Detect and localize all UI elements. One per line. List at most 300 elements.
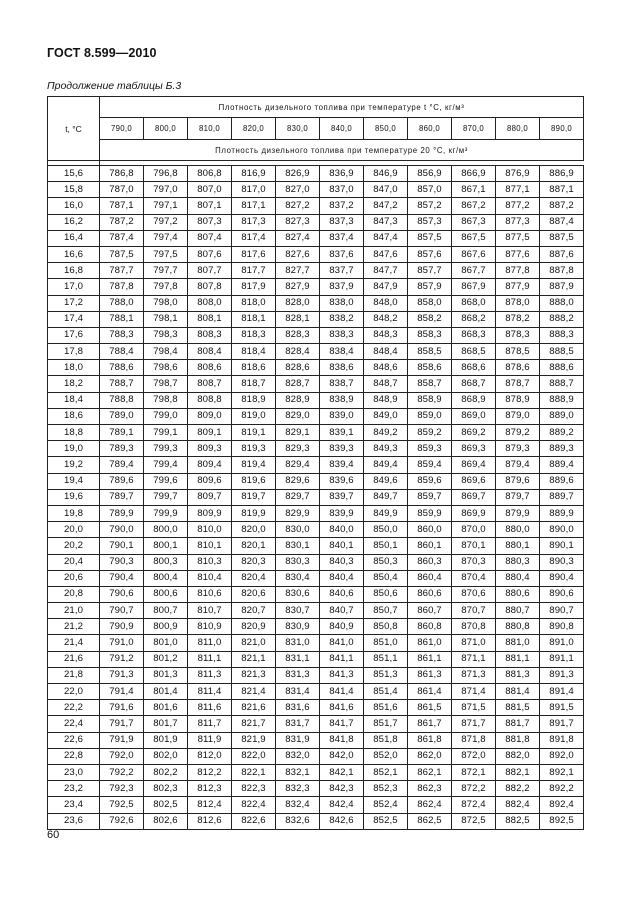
density-cell: 789,7 [100,489,144,505]
table-row [48,408,584,424]
density-cell: 817,6 [232,246,276,262]
density-cell: 881,3 [496,667,540,683]
density-cell: 857,6 [408,246,452,262]
table-row [48,522,584,538]
density-cell: 851,6 [364,700,408,716]
density-cell: 827,7 [276,263,320,279]
density-cell: 802,5 [144,797,188,813]
density-cell: 820,7 [232,603,276,619]
density-cell: 807,7 [188,263,232,279]
density-cell: 891,5 [540,700,584,716]
density-cell: 821,6 [232,700,276,716]
density-cell: 861,1 [408,651,452,667]
temperature-cell: 18,4 [48,392,100,408]
density-cell: 789,1 [100,425,144,441]
density-cell: 809,6 [188,473,232,489]
density-cell: 829,1 [276,425,320,441]
density-cell: 841,4 [320,684,364,700]
density-cell: 857,2 [408,198,452,214]
density-cell: 807,1 [188,198,232,214]
density-cell: 839,0 [320,408,364,424]
density-cell: 860,1 [408,538,452,554]
density-cell: 840,6 [320,586,364,602]
density-cell: 792,5 [100,797,144,813]
density-cell: 869,9 [452,505,496,521]
density-cell: 798,4 [144,344,188,360]
density-cell: 839,3 [320,441,364,457]
density-cell: 800,1 [144,538,188,554]
density-cell: 829,3 [276,441,320,457]
table-row [48,489,584,505]
table-row [48,684,584,700]
density-cell: 787,0 [100,182,144,198]
density-cell: 889,9 [540,505,584,521]
density-cell: 839,6 [320,473,364,489]
density-cell: 827,4 [276,230,320,246]
temperature-cell: 20,2 [48,538,100,554]
density-cell: 851,4 [364,684,408,700]
density-cell: 868,2 [452,311,496,327]
density-cell: 837,6 [320,246,364,262]
density-cell: 819,7 [232,489,276,505]
density-cell: 857,9 [408,279,452,295]
table-row [48,230,584,246]
density-cell: 809,4 [188,457,232,473]
density-cell: 890,8 [540,619,584,635]
temperature-cell: 19,0 [48,441,100,457]
density-cell: 890,1 [540,538,584,554]
density-cell: 858,9 [408,392,452,408]
density-cell: 847,6 [364,246,408,262]
table-row [48,441,584,457]
density-cell: 810,1 [188,538,232,554]
density-cell: 842,4 [320,797,364,813]
density-cell: 791,0 [100,635,144,651]
temperature-cell: 20,0 [48,522,100,538]
density-cell: 808,3 [188,327,232,343]
density-cell: 828,6 [276,360,320,376]
density-cell: 798,3 [144,327,188,343]
density-cell: 820,1 [232,538,276,554]
density-cell: 867,1 [452,182,496,198]
density-cell: 809,7 [188,489,232,505]
density-cell: 891,4 [540,684,584,700]
temperature-cell: 21,6 [48,651,100,667]
density-cell: 852,1 [364,764,408,780]
density-cell: 788,7 [100,376,144,392]
density-cell: 788,0 [100,295,144,311]
density-cell: 849,9 [364,505,408,521]
density-cell: 798,1 [144,311,188,327]
density-cell: 889,7 [540,489,584,505]
density-cell: 830,7 [276,603,320,619]
density-cell: 828,0 [276,295,320,311]
density-cell: 850,6 [364,586,408,602]
density-cell: 791,6 [100,700,144,716]
density-cell: 858,2 [408,311,452,327]
density-cell: 850,7 [364,603,408,619]
density-cell: 889,2 [540,425,584,441]
density-cell: 819,1 [232,425,276,441]
density-cell: 819,3 [232,441,276,457]
density-cell: 807,4 [188,230,232,246]
density-cell: 877,8 [496,263,540,279]
density-cell: 840,7 [320,603,364,619]
density-cell: 888,0 [540,295,584,311]
density-cell: 810,9 [188,619,232,635]
density-cell: 861,8 [408,732,452,748]
density-cell: 791,2 [100,651,144,667]
density-cell: 787,7 [100,263,144,279]
density-cell: 810,3 [188,554,232,570]
density-cell: 849,0 [364,408,408,424]
density-cell: 849,2 [364,425,408,441]
density-cell: 817,0 [232,182,276,198]
temperature-cell: 19,4 [48,473,100,489]
density-cell: 790,6 [100,586,144,602]
density-cell: 881,4 [496,684,540,700]
density-at-t-header: Плотность дизельного топлива при температуре t °C, кг/м³ [100,97,584,118]
density-cell: 797,4 [144,230,188,246]
density-cell: 852,3 [364,781,408,797]
density-cell: 880,4 [496,570,540,586]
table-row [48,538,584,554]
density-cell: 836,9 [320,166,364,182]
density-cell: 806,8 [188,166,232,182]
density-cell: 839,7 [320,489,364,505]
density-cell: 891,7 [540,716,584,732]
density-cell: 882,0 [496,748,540,764]
density-cell: 867,3 [452,214,496,230]
density-cell: 818,1 [232,311,276,327]
density-cell: 790,1 [100,538,144,554]
density-cell: 810,6 [188,586,232,602]
density-cell: 871,1 [452,651,496,667]
density-cell: 819,6 [232,473,276,489]
density-cell: 877,1 [496,182,540,198]
density-cell: 799,7 [144,489,188,505]
density-cell: 827,0 [276,182,320,198]
density-cell: 828,1 [276,311,320,327]
density-cell: 829,4 [276,457,320,473]
density-cell: 788,3 [100,327,144,343]
density-cell: 851,8 [364,732,408,748]
density-cell: 847,3 [364,214,408,230]
temperature-cell: 16,2 [48,214,100,230]
density-table [47,96,584,830]
density-cell: 789,0 [100,408,144,424]
density-cell: 849,6 [364,473,408,489]
density-cell: 831,7 [276,716,320,732]
temperature-column-header: t, °C [48,97,100,161]
density-cell: 821,1 [232,651,276,667]
density-cell: 791,4 [100,684,144,700]
density-cell: 888,7 [540,376,584,392]
column-header-cell: 820,0 [232,118,276,140]
table-row [48,182,584,198]
density-cell: 850,0 [364,522,408,538]
density-cell: 881,1 [496,651,540,667]
density-cell: 841,7 [320,716,364,732]
density-cell: 879,0 [496,408,540,424]
density-cell: 799,3 [144,441,188,457]
density-cell: 869,7 [452,489,496,505]
density-cell: 828,9 [276,392,320,408]
density-cell: 797,1 [144,198,188,214]
density-cell: 869,0 [452,408,496,424]
density-cell: 786,8 [100,166,144,182]
temperature-cell: 17,8 [48,344,100,360]
density-cell: 880,3 [496,554,540,570]
density-cell: 811,0 [188,635,232,651]
density-cell: 841,0 [320,635,364,651]
density-cell: 862,5 [408,813,452,829]
density-cell: 876,9 [496,166,540,182]
density-cell: 830,6 [276,586,320,602]
table-row [48,619,584,635]
density-cell: 858,6 [408,360,452,376]
density-cell: 881,5 [496,700,540,716]
density-cell: 892,0 [540,748,584,764]
temperature-cell: 21,2 [48,619,100,635]
density-cell: 838,9 [320,392,364,408]
density-cell: 850,8 [364,619,408,635]
density-cell: 808,0 [188,295,232,311]
temperature-cell: 20,4 [48,554,100,570]
density-cell: 859,9 [408,505,452,521]
density-cell: 877,5 [496,230,540,246]
density-cell: 867,9 [452,279,496,295]
temperature-cell: 18,2 [48,376,100,392]
density-cell: 788,6 [100,360,144,376]
density-cell: 802,3 [144,781,188,797]
density-cell: 861,7 [408,716,452,732]
density-cell: 817,9 [232,279,276,295]
density-cell: 891,8 [540,732,584,748]
density-cell: 790,9 [100,619,144,635]
density-cell: 861,3 [408,667,452,683]
density-cell: 831,6 [276,700,320,716]
density-cell: 789,9 [100,505,144,521]
density-cell: 818,6 [232,360,276,376]
page-number: 60 [47,829,60,841]
density-cell: 821,4 [232,684,276,700]
density-cell: 801,6 [144,700,188,716]
density-cell: 848,7 [364,376,408,392]
temperature-cell: 16,0 [48,198,100,214]
density-cell: 870,8 [452,619,496,635]
density-cell: 822,4 [232,797,276,813]
document-code: ГОСТ 8.599—2010 [47,46,157,60]
density-cell: 842,0 [320,748,364,764]
density-cell: 859,6 [408,473,452,489]
density-cell: 892,1 [540,764,584,780]
column-header-cell: 890,0 [540,118,584,140]
table-row [48,781,584,797]
density-cell: 791,3 [100,667,144,683]
density-cell: 807,6 [188,246,232,262]
table-row [48,376,584,392]
density-cell: 890,3 [540,554,584,570]
density-cell: 882,1 [496,764,540,780]
table-row [48,392,584,408]
density-cell: 877,6 [496,246,540,262]
density-cell: 818,0 [232,295,276,311]
density-cell: 799,6 [144,473,188,489]
density-cell: 821,0 [232,635,276,651]
density-cell: 818,3 [232,327,276,343]
density-cell: 859,4 [408,457,452,473]
table-caption: Продолжение таблицы Б.3 [47,80,182,92]
table-row [48,311,584,327]
table-row [48,360,584,376]
density-cell: 880,7 [496,603,540,619]
density-cell: 787,8 [100,279,144,295]
density-cell: 820,6 [232,586,276,602]
density-cell: 879,9 [496,505,540,521]
table-row [48,570,584,586]
density-cell: 842,1 [320,764,364,780]
density-cell: 831,0 [276,635,320,651]
density-cell: 801,3 [144,667,188,683]
density-cell: 818,7 [232,376,276,392]
density-cell: 787,4 [100,230,144,246]
density-cell: 799,4 [144,457,188,473]
table-row [48,295,584,311]
density-cell: 826,9 [276,166,320,182]
density-cell: 868,0 [452,295,496,311]
table-row [48,748,584,764]
density-cell: 837,3 [320,214,364,230]
density-cell: 807,0 [188,182,232,198]
density-cell: 868,9 [452,392,496,408]
table-row [48,603,584,619]
density-cell: 880,6 [496,586,540,602]
density-cell: 797,0 [144,182,188,198]
density-cell: 840,0 [320,522,364,538]
table-row [48,764,584,780]
density-cell: 888,3 [540,327,584,343]
density-cell: 886,9 [540,166,584,182]
density-cell: 860,8 [408,619,452,635]
density-cell: 841,1 [320,651,364,667]
density-cell: 850,4 [364,570,408,586]
density-cell: 867,6 [452,246,496,262]
density-cell: 848,2 [364,311,408,327]
density-cell: 828,4 [276,344,320,360]
density-cell: 821,9 [232,732,276,748]
density-cell: 890,6 [540,586,584,602]
density-cell: 809,3 [188,441,232,457]
density-cell: 868,5 [452,344,496,360]
density-cell: 801,9 [144,732,188,748]
density-cell: 877,2 [496,198,540,214]
density-cell: 890,7 [540,603,584,619]
density-cell: 847,9 [364,279,408,295]
density-cell: 829,9 [276,505,320,521]
density-cell: 871,5 [452,700,496,716]
table-row [48,214,584,230]
density-cell: 891,0 [540,635,584,651]
density-cell: 828,3 [276,327,320,343]
density-cell: 811,4 [188,684,232,700]
temperature-cell: 22,0 [48,684,100,700]
density-cell: 829,0 [276,408,320,424]
density-cell: 850,3 [364,554,408,570]
density-cell: 787,2 [100,214,144,230]
density-cell: 861,5 [408,700,452,716]
density-cell: 858,5 [408,344,452,360]
density-cell: 832,4 [276,797,320,813]
density-cell: 872,5 [452,813,496,829]
density-cell: 792,0 [100,748,144,764]
density-cell: 812,0 [188,748,232,764]
density-cell: 820,4 [232,570,276,586]
column-header-cell: 870,0 [452,118,496,140]
density-cell: 798,8 [144,392,188,408]
density-cell: 801,4 [144,684,188,700]
density-cell: 800,0 [144,522,188,538]
table-row [48,279,584,295]
density-cell: 852,0 [364,748,408,764]
density-cell: 892,4 [540,797,584,813]
table-row [48,198,584,214]
density-cell: 842,6 [320,813,364,829]
density-cell: 800,6 [144,586,188,602]
density-cell: 812,6 [188,813,232,829]
density-cell: 802,6 [144,813,188,829]
temperature-cell: 22,4 [48,716,100,732]
density-cell: 859,0 [408,408,452,424]
density-cell: 847,2 [364,198,408,214]
density-cell: 889,0 [540,408,584,424]
table-row [48,732,584,748]
temperature-cell: 17,4 [48,311,100,327]
density-cell: 888,5 [540,344,584,360]
density-cell: 879,3 [496,441,540,457]
density-cell: 887,1 [540,182,584,198]
density-cell: 820,3 [232,554,276,570]
density-cell: 830,9 [276,619,320,635]
table-row [48,505,584,521]
density-cell: 818,4 [232,344,276,360]
density-cell: 838,3 [320,327,364,343]
density-cell: 840,3 [320,554,364,570]
temperature-cell: 15,8 [48,182,100,198]
density-cell: 848,6 [364,360,408,376]
density-cell: 812,2 [188,764,232,780]
density-cell: 867,7 [452,263,496,279]
density-cell: 787,1 [100,198,144,214]
density-cell: 849,3 [364,441,408,457]
density-cell: 808,1 [188,311,232,327]
density-cell: 788,4 [100,344,144,360]
density-cell: 867,5 [452,230,496,246]
density-cell: 837,2 [320,198,364,214]
density-cell: 848,9 [364,392,408,408]
density-cell: 812,3 [188,781,232,797]
temperature-cell: 18,0 [48,360,100,376]
table-row [48,635,584,651]
table-row [48,586,584,602]
density-cell: 797,7 [144,263,188,279]
density-cell: 891,1 [540,651,584,667]
density-cell: 880,1 [496,538,540,554]
density-cell: 869,2 [452,425,496,441]
density-cell: 882,5 [496,813,540,829]
density-cell: 841,6 [320,700,364,716]
density-cell: 867,2 [452,198,496,214]
